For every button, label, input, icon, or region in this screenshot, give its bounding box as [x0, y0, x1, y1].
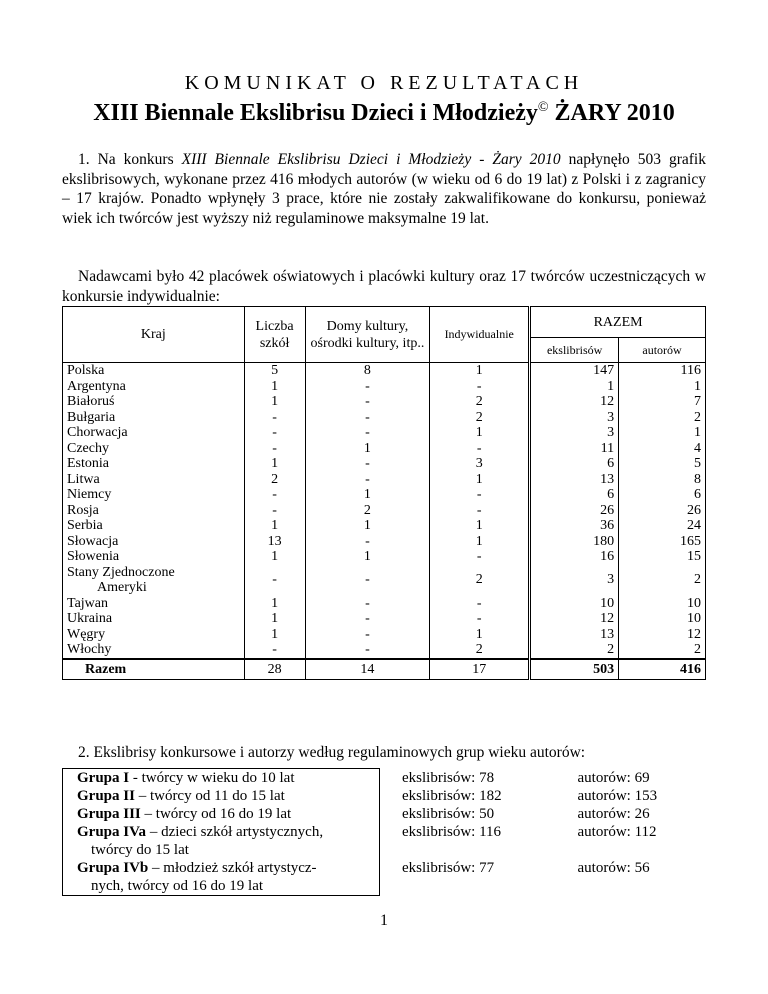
table-row [63, 379, 706, 395]
total-eks: 503 [530, 659, 619, 680]
table-row [63, 363, 706, 379]
authors-count-cell: 116 [619, 363, 706, 379]
ekslibris-count-cell: 26 [530, 503, 619, 519]
schools-cell: - [244, 410, 305, 426]
authors-count-cell: 1 [619, 379, 706, 395]
country-cell: Argentyna [63, 379, 245, 395]
paragraph-1-lead: 1. Na konkurs [78, 151, 182, 168]
total-domy: 14 [305, 659, 430, 680]
culture-houses-cell: - [305, 410, 430, 426]
group-desc: – młodzież szkół artystycz- [148, 860, 317, 876]
header-autorow: autorów [619, 338, 706, 363]
authors-count-cell: 8 [619, 472, 706, 488]
table-row [63, 410, 706, 426]
country-cell [63, 565, 245, 596]
header-kraj: Kraj [63, 307, 245, 363]
table-row [63, 518, 706, 534]
table-row [63, 394, 706, 410]
group-desc-line2: nych, twórcy od 16 do 19 lat [91, 878, 264, 894]
culture-houses-cell: 1 [305, 518, 430, 534]
schools-cell: - [244, 425, 305, 441]
individual-cell: 1 [430, 627, 530, 643]
group-description [63, 805, 380, 823]
group-row [63, 769, 708, 788]
ekslibris-count-cell: 16 [530, 549, 619, 565]
group-desc: – twórcy od 16 do 19 lat [140, 806, 292, 822]
authors-count-cell: 2 [619, 410, 706, 426]
header-ekslibrisow: ekslibrisów [530, 338, 619, 363]
table-row [63, 534, 706, 550]
paragraph-1-rest: napłynęło 503 grafik ekslibrisowych, wykonane przez 416 młodych autorów (w wieku od 6 do 19 lat) z Polski i z zagranicy – 17 krajów. Ponadto wpłynęły 3 prace, które nie zostały zakwalifikowane do konkursu, ponieważ wiek ich twórców jest wyższy niż regulaminowe maksymalne 19 lat. [62, 151, 706, 227]
individual-cell: - [430, 379, 530, 395]
country-cell: Tajwan [63, 596, 245, 612]
group-authors-count: autorów: 112 [577, 824, 657, 840]
ekslibris-count-cell: 180 [530, 534, 619, 550]
age-groups-table [62, 768, 708, 896]
individual-cell: 2 [430, 642, 530, 659]
ekslibris-count-cell: 3 [530, 410, 619, 426]
table-row [63, 487, 706, 503]
schools-cell: 2 [244, 472, 305, 488]
schools-cell: - [244, 503, 305, 519]
country-cell: Węgry [63, 627, 245, 643]
country-cell: Polska [63, 363, 245, 379]
country-cell: Słowenia [63, 549, 245, 565]
group-ekslibris-count: ekslibrisów: 78 [402, 769, 495, 786]
individual-cell: - [430, 503, 530, 519]
total-row [63, 659, 706, 680]
schools-cell: 1 [244, 394, 305, 410]
authors-count-cell: 15 [619, 549, 706, 565]
individual-cell: 1 [430, 534, 530, 550]
culture-houses-cell: 1 [305, 441, 430, 457]
authors-count-cell: 2 [619, 642, 706, 659]
authors-count-cell: 4 [619, 441, 706, 457]
country-cell: Włochy [63, 642, 245, 659]
country-cell: Bułgaria [63, 410, 245, 426]
group-name: Grupa IVb [77, 860, 149, 876]
copyright-mark: © [537, 100, 549, 115]
group-row [63, 805, 708, 823]
authors-count-cell: 26 [619, 503, 706, 519]
country-cell: Serbia [63, 518, 245, 534]
individual-cell: 1 [430, 472, 530, 488]
authors-count-cell: 24 [619, 518, 706, 534]
individual-cell: 1 [430, 518, 530, 534]
group-desc: - twórcy w wieku do 10 lat [129, 770, 295, 786]
culture-houses-cell: - [305, 611, 430, 627]
table-row [63, 627, 706, 643]
group-name: Grupa III [77, 806, 141, 822]
ekslibris-count-cell: 11 [530, 441, 619, 457]
report-subtitle: KOMUNIKAT O REZULTATACH [184, 72, 584, 94]
ekslibris-count-cell: 12 [530, 611, 619, 627]
culture-houses-cell: - [305, 379, 430, 395]
country-name: Stany Zjednoczone [67, 564, 175, 580]
group-authors-count: autorów: 56 [577, 860, 650, 876]
authors-count-cell: 5 [619, 456, 706, 472]
individual-cell: 2 [430, 410, 530, 426]
individual-cell: - [430, 441, 530, 457]
schools-cell: - [244, 487, 305, 503]
ekslibris-count-cell: 12 [530, 394, 619, 410]
ekslibris-count-cell: 2 [530, 642, 619, 659]
culture-houses-cell: - [305, 534, 430, 550]
table-row [63, 596, 706, 612]
title-end: ŻARY 2010 [548, 100, 675, 126]
ekslibris-count-cell: 3 [530, 425, 619, 441]
table-row [63, 425, 706, 441]
culture-houses-cell: - [305, 456, 430, 472]
section-2-heading: 2. Ekslibrisy konkursowe i autorzy według regulaminowych grup wieku autorów: [78, 744, 586, 761]
group-desc: – twórcy od 11 do 15 lat [134, 788, 285, 804]
ekslibris-count-cell: 6 [530, 487, 619, 503]
culture-houses-cell: - [305, 394, 430, 410]
country-cell: Estonia [63, 456, 245, 472]
authors-count-cell: 6 [619, 487, 706, 503]
culture-houses-cell: - [305, 472, 430, 488]
countries-table [62, 306, 706, 680]
schools-cell: - [244, 565, 305, 596]
table-row [63, 549, 706, 565]
header-indywidualnie: Indywidualnie [430, 307, 530, 363]
culture-houses-cell: - [305, 642, 430, 659]
schools-cell: 1 [244, 596, 305, 612]
schools-cell: 1 [244, 456, 305, 472]
country-cell: Czechy [63, 441, 245, 457]
individual-cell: 3 [430, 456, 530, 472]
table-row [63, 503, 706, 519]
group-row [63, 787, 708, 805]
individual-cell: 2 [430, 565, 530, 596]
group-description [63, 787, 380, 805]
group-ekslibris-count: ekslibrisów: 50 [402, 806, 495, 822]
authors-count-cell: 10 [619, 611, 706, 627]
total-aut: 416 [619, 659, 706, 680]
schools-cell: - [244, 441, 305, 457]
ekslibris-count-cell: 36 [530, 518, 619, 534]
culture-houses-cell: - [305, 425, 430, 441]
country-cell: Niemcy [63, 487, 245, 503]
paragraph-2-text: Nadawcami było 42 placówek oświatowych i placówki kultury oraz 17 twórców uczestniczących w konkursie indywidualnie: [62, 268, 706, 305]
authors-count-cell: 12 [619, 627, 706, 643]
culture-houses-cell: - [305, 596, 430, 612]
group-description [63, 823, 380, 859]
ekslibris-count-cell: 147 [530, 363, 619, 379]
table-row [63, 642, 706, 659]
group-description [63, 769, 380, 788]
total-szkol: 28 [244, 659, 305, 680]
report-title [0, 100, 768, 127]
authors-count-cell: 165 [619, 534, 706, 550]
schools-cell: 5 [244, 363, 305, 379]
culture-houses-cell: 2 [305, 503, 430, 519]
individual-cell: 1 [430, 425, 530, 441]
group-row [63, 859, 708, 896]
table-row [63, 456, 706, 472]
ekslibris-count-cell: 13 [530, 627, 619, 643]
paragraph-2 [62, 267, 706, 306]
table-row [63, 441, 706, 457]
group-ekslibris-count: ekslibrisów: 77 [402, 860, 495, 876]
schools-cell: - [244, 642, 305, 659]
group-name: Grupa IVa [77, 824, 147, 840]
group-authors-count: autorów: 26 [577, 806, 650, 822]
country-cell: Ukraina [63, 611, 245, 627]
culture-houses-cell: 1 [305, 549, 430, 565]
paragraph-1 [62, 150, 706, 228]
header-domy-kultury: Domy kultury, ośrodki kultury, itp.. [305, 307, 430, 363]
ekslibris-count-cell: 10 [530, 596, 619, 612]
authors-count-cell: 2 [619, 565, 706, 596]
culture-houses-cell: - [305, 565, 430, 596]
group-ekslibris-count: ekslibrisów: 182 [402, 788, 502, 804]
individual-cell: - [430, 596, 530, 612]
group-description [63, 859, 380, 896]
authors-count-cell: 1 [619, 425, 706, 441]
country-cell: Rosja [63, 503, 245, 519]
title-text: XIII Biennale Ekslibrisu Dzieci i Młodzieży [93, 100, 538, 126]
ekslibris-count-cell: 6 [530, 456, 619, 472]
country-cell: Chorwacja [63, 425, 245, 441]
country-cell: Białoruś [63, 394, 245, 410]
authors-count-cell: 10 [619, 596, 706, 612]
ekslibris-count-cell: 1 [530, 379, 619, 395]
table-row [63, 611, 706, 627]
group-authors-count: autorów: 69 [577, 769, 650, 786]
individual-cell: - [430, 487, 530, 503]
culture-houses-cell: 1 [305, 487, 430, 503]
individual-cell: - [430, 549, 530, 565]
schools-cell: 13 [244, 534, 305, 550]
schools-cell: 1 [244, 611, 305, 627]
group-desc-line2: twórcy do 15 lat [91, 842, 189, 858]
country-cell: Litwa [63, 472, 245, 488]
group-name: Grupa II [77, 788, 135, 804]
page-number: 1 [380, 912, 388, 929]
ekslibris-count-cell: 3 [530, 565, 619, 596]
schools-cell: 1 [244, 549, 305, 565]
country-cell: Słowacja [63, 534, 245, 550]
countries-table-body [63, 363, 706, 659]
culture-houses-cell: 8 [305, 363, 430, 379]
group-name: Grupa I [77, 770, 130, 786]
ekslibris-count-cell: 13 [530, 472, 619, 488]
authors-count-cell: 7 [619, 394, 706, 410]
table-row [63, 565, 706, 596]
total-indyw: 17 [430, 659, 530, 680]
individual-cell: 2 [430, 394, 530, 410]
country-name-line2: Ameryki [97, 580, 147, 595]
paragraph-1-italic: XIII Biennale Ekslibrisu Dzieci i Młodzieży - Żary 2010 [181, 151, 561, 168]
schools-cell: 1 [244, 379, 305, 395]
individual-cell: - [430, 611, 530, 627]
table-row [63, 472, 706, 488]
total-label: Razem [63, 659, 245, 680]
individual-cell: 1 [430, 363, 530, 379]
header-razem: RAZEM [530, 307, 706, 338]
culture-houses-cell: - [305, 627, 430, 643]
group-authors-count: autorów: 153 [577, 788, 658, 804]
group-desc: – dzieci szkół artystycznych, [146, 824, 324, 840]
group-ekslibris-count: ekslibrisów: 116 [402, 824, 502, 840]
group-row [63, 823, 708, 859]
schools-cell: 1 [244, 518, 305, 534]
schools-cell: 1 [244, 627, 305, 643]
header-liczba-szkol: Liczba szkół [244, 307, 305, 363]
